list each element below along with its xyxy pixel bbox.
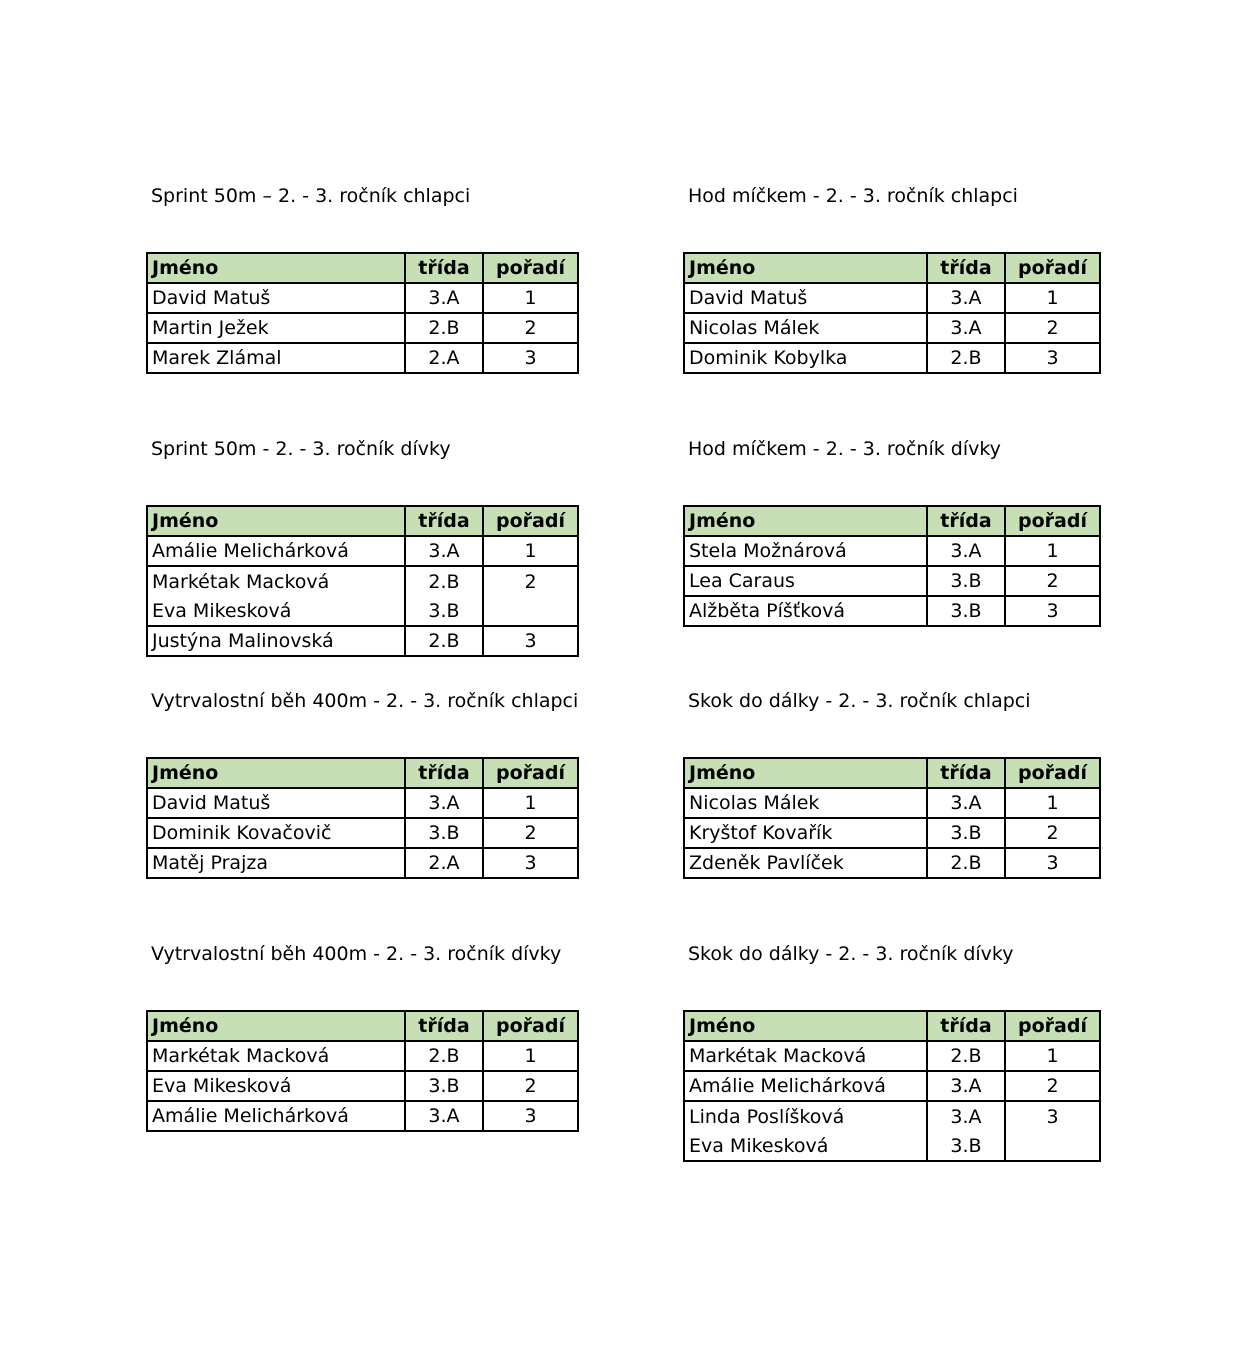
cell-rank: 1 bbox=[483, 536, 578, 566]
column-header-class: třída bbox=[405, 506, 483, 536]
table-row bbox=[684, 788, 1100, 818]
cell-rank: 2 bbox=[1005, 818, 1100, 848]
results-table-endurance-girls bbox=[146, 1010, 579, 1132]
table-row bbox=[684, 818, 1100, 848]
column-header-name: Jméno bbox=[147, 253, 405, 283]
cell-rank: 1 bbox=[1005, 788, 1100, 818]
cell-name: Eva Mikesková bbox=[147, 1071, 405, 1101]
table-row bbox=[684, 1101, 1100, 1131]
column-header-rank: pořadí bbox=[1005, 506, 1100, 536]
column-header-rank: pořadí bbox=[483, 253, 578, 283]
cell-class: 2.B bbox=[405, 313, 483, 343]
table-row bbox=[147, 1101, 578, 1131]
cell-rank: 1 bbox=[1005, 536, 1100, 566]
cell-class: 2.B bbox=[405, 1041, 483, 1071]
cell-class: 3.B bbox=[927, 818, 1005, 848]
cell-rank: 3 bbox=[483, 626, 578, 656]
cell-class: 3.A bbox=[927, 313, 1005, 343]
column-header-class: třída bbox=[927, 506, 1005, 536]
cell-name: Justýna Malinovská bbox=[147, 626, 405, 656]
column-header-name: Jméno bbox=[684, 506, 927, 536]
cell-class: 3.A bbox=[927, 788, 1005, 818]
cell-class: 3.B bbox=[405, 596, 483, 626]
section-title-ball-throw-boys: Hod míčkem - 2. - 3. ročník chlapci bbox=[688, 185, 1018, 207]
column-header-class: třída bbox=[405, 253, 483, 283]
column-header-class: třída bbox=[927, 253, 1005, 283]
results-table-sprint-boys bbox=[146, 252, 579, 374]
cell-rank: 2 bbox=[1005, 566, 1100, 596]
cell-rank: 1 bbox=[1005, 1041, 1100, 1071]
column-header-name: Jméno bbox=[684, 1011, 927, 1041]
cell-class: 2.B bbox=[927, 1041, 1005, 1071]
column-header-class: třída bbox=[405, 1011, 483, 1041]
cell-name: Eva Mikesková bbox=[147, 596, 405, 626]
table-row bbox=[147, 343, 578, 373]
column-header-class: třída bbox=[927, 1011, 1005, 1041]
cell-name: Martin Ježek bbox=[147, 313, 405, 343]
column-header-name: Jméno bbox=[147, 758, 405, 788]
table-row bbox=[684, 596, 1100, 626]
table-row bbox=[147, 566, 578, 596]
section-title-endurance-boys: Vytrvalostní běh 400m - 2. - 3. ročník chlapci bbox=[151, 690, 579, 712]
cell-class: 3.B bbox=[405, 818, 483, 848]
column-header-rank: pořadí bbox=[1005, 1011, 1100, 1041]
cell-rank bbox=[483, 596, 578, 626]
cell-class: 3.B bbox=[405, 1071, 483, 1101]
cell-rank: 3 bbox=[1005, 343, 1100, 373]
table-row bbox=[147, 626, 578, 656]
cell-rank: 3 bbox=[1005, 596, 1100, 626]
table-row bbox=[147, 596, 578, 626]
cell-rank: 2 bbox=[1005, 1071, 1100, 1101]
cell-name: Matěj Prajza bbox=[147, 848, 405, 878]
cell-name: Markétak Macková bbox=[684, 1041, 927, 1071]
cell-name: Dominik Kovačovič bbox=[147, 818, 405, 848]
table-row bbox=[684, 1071, 1100, 1101]
table-row bbox=[147, 818, 578, 848]
column-header-rank: pořadí bbox=[483, 758, 578, 788]
cell-name: Eva Mikesková bbox=[684, 1131, 927, 1161]
table-row bbox=[684, 313, 1100, 343]
cell-class: 3.B bbox=[927, 596, 1005, 626]
table-row bbox=[147, 283, 578, 313]
results-table-long-jump-girls bbox=[683, 1010, 1101, 1162]
cell-class: 3.A bbox=[927, 536, 1005, 566]
table-row bbox=[147, 536, 578, 566]
cell-rank: 2 bbox=[483, 566, 578, 596]
table-row bbox=[684, 283, 1100, 313]
cell-class: 3.A bbox=[405, 788, 483, 818]
column-header-rank: pořadí bbox=[1005, 758, 1100, 788]
table-row bbox=[147, 848, 578, 878]
table-row bbox=[684, 848, 1100, 878]
section-title-endurance-girls: Vytrvalostní běh 400m - 2. - 3. ročník dívky bbox=[151, 943, 562, 965]
cell-name: Amálie Melichárková bbox=[147, 1101, 405, 1131]
table-row bbox=[147, 788, 578, 818]
column-header-name: Jméno bbox=[684, 253, 927, 283]
cell-name: Nicolas Málek bbox=[684, 313, 927, 343]
column-header-class: třída bbox=[405, 758, 483, 788]
cell-rank: 1 bbox=[1005, 283, 1100, 313]
cell-rank: 2 bbox=[483, 818, 578, 848]
cell-class: 3.A bbox=[927, 1071, 1005, 1101]
table-row bbox=[684, 566, 1100, 596]
cell-class: 3.A bbox=[405, 1101, 483, 1131]
cell-class: 3.A bbox=[927, 1101, 1005, 1131]
cell-rank: 2 bbox=[483, 1071, 578, 1101]
results-table-ball-throw-girls bbox=[683, 505, 1101, 627]
section-title-ball-throw-girls: Hod míčkem - 2. - 3. ročník dívky bbox=[688, 438, 1001, 460]
column-header-name: Jméno bbox=[684, 758, 927, 788]
results-table-sprint-girls bbox=[146, 505, 579, 657]
cell-class: 3.B bbox=[927, 566, 1005, 596]
cell-class: 2.B bbox=[927, 343, 1005, 373]
cell-rank: 3 bbox=[483, 343, 578, 373]
cell-name: Kryštof Kovařík bbox=[684, 818, 927, 848]
cell-name: Markétak Macková bbox=[147, 1041, 405, 1071]
cell-name: David Matuš bbox=[147, 788, 405, 818]
cell-name: David Matuš bbox=[684, 283, 927, 313]
table-row bbox=[684, 1131, 1100, 1161]
table-row bbox=[684, 1041, 1100, 1071]
cell-name: Nicolas Málek bbox=[684, 788, 927, 818]
cell-rank: 1 bbox=[483, 1041, 578, 1071]
cell-rank: 3 bbox=[483, 1101, 578, 1131]
column-header-rank: pořadí bbox=[483, 1011, 578, 1041]
cell-rank: 3 bbox=[1005, 1101, 1100, 1131]
table-row bbox=[147, 1041, 578, 1071]
column-header-rank: pořadí bbox=[1005, 253, 1100, 283]
cell-name: David Matuš bbox=[147, 283, 405, 313]
cell-rank: 1 bbox=[483, 283, 578, 313]
cell-rank: 2 bbox=[1005, 313, 1100, 343]
section-title-long-jump-girls: Skok do dálky - 2. - 3. ročník dívky bbox=[688, 943, 1014, 965]
table-row bbox=[147, 313, 578, 343]
cell-class: 2.A bbox=[405, 343, 483, 373]
cell-name: Stela Možnárová bbox=[684, 536, 927, 566]
cell-class: 2.B bbox=[405, 566, 483, 596]
section-title-long-jump-boys: Skok do dálky - 2. - 3. ročník chlapci bbox=[688, 690, 1031, 712]
results-table-long-jump-boys bbox=[683, 757, 1101, 879]
cell-rank: 2 bbox=[483, 313, 578, 343]
table-row bbox=[684, 343, 1100, 373]
cell-class: 2.B bbox=[405, 626, 483, 656]
column-header-name: Jméno bbox=[147, 1011, 405, 1041]
section-title-sprint-girls: Sprint 50m - 2. - 3. ročník dívky bbox=[151, 438, 451, 460]
cell-name: Marek Zlámal bbox=[147, 343, 405, 373]
cell-rank bbox=[1005, 1131, 1100, 1161]
column-header-class: třída bbox=[927, 758, 1005, 788]
cell-class: 2.B bbox=[927, 848, 1005, 878]
table-row bbox=[147, 1071, 578, 1101]
cell-rank: 1 bbox=[483, 788, 578, 818]
cell-name: Amálie Melichárková bbox=[684, 1071, 927, 1101]
cell-class: 3.A bbox=[405, 283, 483, 313]
cell-rank: 3 bbox=[1005, 848, 1100, 878]
cell-name: Zdeněk Pavlíček bbox=[684, 848, 927, 878]
results-table-endurance-boys bbox=[146, 757, 579, 879]
cell-class: 3.A bbox=[927, 283, 1005, 313]
column-header-rank: pořadí bbox=[483, 506, 578, 536]
results-table-ball-throw-boys bbox=[683, 252, 1101, 374]
cell-name: Amálie Melichárková bbox=[147, 536, 405, 566]
cell-name: Markétak Macková bbox=[147, 566, 405, 596]
cell-class: 3.A bbox=[405, 536, 483, 566]
cell-name: Dominik Kobylka bbox=[684, 343, 927, 373]
table-row bbox=[684, 536, 1100, 566]
cell-class: 2.A bbox=[405, 848, 483, 878]
cell-name: Linda Poslíšková bbox=[684, 1101, 927, 1131]
cell-name: Alžběta Píšťková bbox=[684, 596, 927, 626]
cell-name: Lea Caraus bbox=[684, 566, 927, 596]
column-header-name: Jméno bbox=[147, 506, 405, 536]
cell-rank: 3 bbox=[483, 848, 578, 878]
section-title-sprint-boys: Sprint 50m – 2. - 3. ročník chlapci bbox=[151, 185, 471, 207]
cell-class: 3.B bbox=[927, 1131, 1005, 1161]
